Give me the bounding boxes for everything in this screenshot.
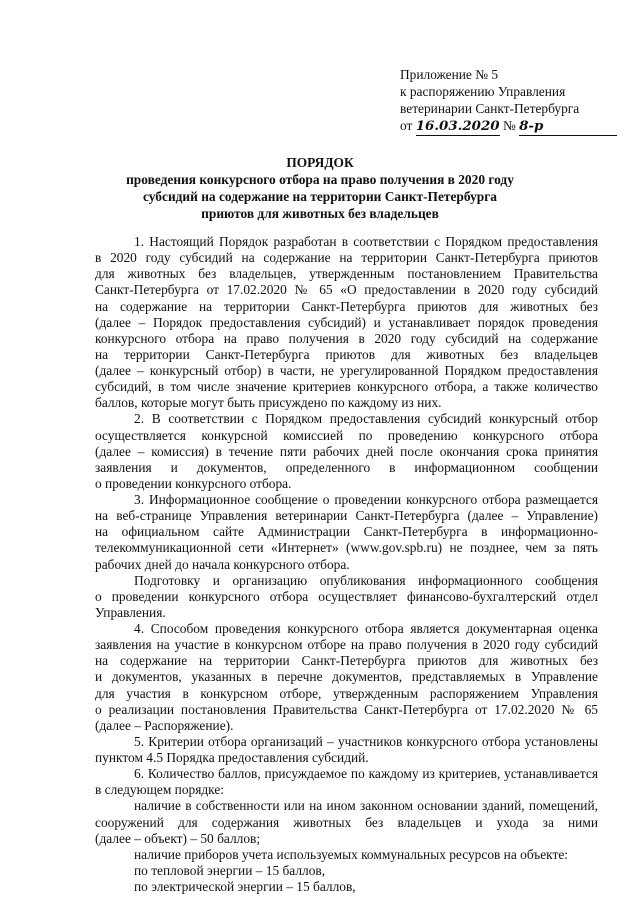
body-line: на содержание на территории Санкт-Петербурга приютов для животных без xyxy=(95,653,598,669)
body-line: на веб-странице Управления ветеринарии Санкт-Петербурга (далее – Управление) xyxy=(95,508,598,524)
body-line: о проведении конкурсного отбора осуществляет финансово-бухгалтерский отдел xyxy=(95,588,598,604)
body-line: наличие в собственности или на ином законном основании зданий, помещений, xyxy=(134,798,598,814)
body-line: 2. В соответствии с Порядком предоставления субсидий конкурсный отбор xyxy=(134,411,598,427)
body-line: сооружений для содержания животных без владельцев и ухода за ними xyxy=(95,814,598,830)
body-line: (далее – конкурсный отбор) в части, не урегулированной Порядком предоставления xyxy=(95,363,598,378)
body-line: Подготовку и организацию опубликования информационного сообщения xyxy=(134,572,598,588)
body-line: и документов, указанных в перечне документов, представляемых в Управление xyxy=(95,669,598,685)
appendix-date-line xyxy=(400,117,617,136)
body-line: в 2020 году субсидий на содержание на территории Санкт-Петербурга приютов xyxy=(95,250,598,266)
handwritten-date: 16.03.2020 xyxy=(415,118,500,134)
body-line: баллов, которые могут быть присуждено по каждому из них. xyxy=(95,395,442,411)
body-line: 5. Критерии отбора организаций – участников конкурсного отбора установлены xyxy=(134,733,598,749)
body-line: телекоммуникационной сети «Интернет» (www.gov.spb.ru) не позднее, чем за пять xyxy=(95,540,598,556)
body-line: на территории Санкт-Петербурга приютов для животных без владельцев xyxy=(95,346,598,362)
body-line: по тепловой энергии – 15 баллов, xyxy=(134,862,326,878)
from-label: от xyxy=(400,118,413,133)
body-line: (далее – объект) – 50 баллов; xyxy=(95,830,261,846)
appendix-authority: ветеринарии Санкт-Петербурга xyxy=(400,101,580,116)
body-line: пунктом 4.5 Порядка предоставления субсидий. xyxy=(95,750,369,765)
body-line: на содержание на территории Санкт-Петербурга приютов для животных без xyxy=(95,298,598,314)
body-line: наличие приборов учета используемых коммунальных ресурсов на объекте: xyxy=(134,846,569,862)
body-line: конкурсного отбора на право получения в 2020 году субсидий на содержание xyxy=(95,330,598,346)
body-line: 6. Количество баллов, присуждаемое по каждому из критериев, устанавливается xyxy=(134,766,598,782)
body-line: Управления. xyxy=(95,604,166,620)
body-line: для животных без владельцев, утвержденным постановлением Правительства xyxy=(95,266,598,282)
body-line: по электрической энергии – 15 баллов, xyxy=(134,879,356,894)
appendix-number: Приложение № 5 xyxy=(400,67,499,82)
body-line: 3. Информационное сообщение о проведении конкурсного отбора размещается xyxy=(134,492,598,507)
body-line: 4. Способом проведения конкурсного отбора является документарная оценка xyxy=(134,621,598,636)
body-line: рабочих дней до начала конкурсного отбора. xyxy=(95,556,350,572)
body-line: о реализации постановления Правительства Санкт-Петербурга от 17.02.2020 № 65 xyxy=(95,701,598,717)
body-line: (далее – Распоряжение). xyxy=(95,717,234,733)
number-label: № xyxy=(502,118,516,133)
body-line: Санкт-Петербурга от 17.02.2020 № 65 «О предоставлении в 2020 году субсидий xyxy=(95,282,598,298)
title-line-1: проведения конкурсного отбора на право получения в 2020 году xyxy=(126,172,514,187)
body-line: (далее – комиссия) в течение пяти рабочих дней после окончания срока принятия xyxy=(95,443,598,459)
appendix-reference: к распоряжению Управления xyxy=(400,84,566,99)
body-line: осуществляется конкурсной комиссией по проведению конкурсного отбора xyxy=(95,427,598,443)
title-line-2: субсидий на содержание на территории Санкт-Петербурга xyxy=(143,189,497,204)
document-title: ПОРЯДОК xyxy=(286,155,354,170)
title-line-3: приютов для животных без владельцев xyxy=(201,206,439,221)
body-line: 1. Настоящий Порядок разработан в соответствии с Порядком предоставления xyxy=(134,234,598,249)
body-line: (далее – Порядок предоставления субсидий) и устанавливает порядок проведения xyxy=(95,314,598,330)
appendix-header xyxy=(400,66,617,136)
body-line: о проведении конкурсного отбора. xyxy=(95,475,292,491)
body-line: заявления на участие в конкурсном отборе на право получения в 2020 году субсидий xyxy=(95,637,598,653)
body-line: субсидий, в том числе значение критериев конкурсного отбора, а также количество xyxy=(95,379,598,395)
body-line: на официальном сайте Администрации Санкт-Петербурга в информационно- xyxy=(95,524,598,540)
handwritten-number: 8-р xyxy=(519,118,617,136)
body-line: заявления и документов, определенного в информационном сообщении xyxy=(95,459,598,475)
body-line: в следующем порядке: xyxy=(95,782,225,798)
body-line: для участия в конкурсном отборе, утвержденным распоряжением Управления xyxy=(95,685,598,701)
